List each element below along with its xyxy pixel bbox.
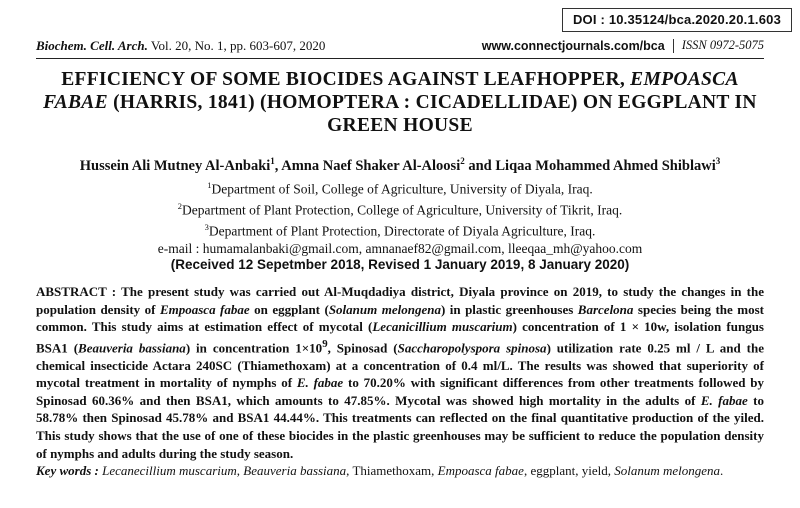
issn: ISSN 0972-5075 <box>681 38 764 52</box>
affil-text: Department of Soil, College of Agriculture, University of Diyala, Iraq. <box>211 181 593 197</box>
title-species: EMPOASCA FABAE <box>43 69 739 113</box>
journal-website-link[interactable]: www.connectjournals.com/bca <box>481 38 665 53</box>
affil-mark: 3 <box>204 222 209 232</box>
abstract-text: ) in concentration 1×10 <box>185 340 323 356</box>
author-name: Hussein Ali Mutney Al-Anbaki <box>79 157 271 174</box>
exponent: 9 <box>322 337 328 350</box>
keyword: Empoasca fabae <box>437 463 524 478</box>
keyword-separator: , <box>523 463 531 478</box>
title-text-rest: (HARRIS, 1841) (HOMOPTERA : CICADELLIDAE) ON EGGPLANT IN GREEN HOUSE <box>107 92 757 136</box>
author-separator: , <box>274 157 282 174</box>
header-separator <box>673 39 674 53</box>
running-header <box>36 38 764 58</box>
affiliation-line <box>36 177 764 198</box>
keyword-end: . <box>720 463 724 478</box>
received-dates: (Received 12 Sepetmber 2018, Revised 1 January 2019, 8 January 2020) <box>170 257 630 272</box>
keyword: Solanum melongena <box>614 463 720 478</box>
journal-citation <box>36 38 325 54</box>
keyword: Lecanecillium muscarium <box>102 463 237 478</box>
author-name: Liqaa Mohammed Ahmed Shiblawi <box>495 157 716 174</box>
volume-info: Vol. 20, No. 1, pp. 603-607, 2020 <box>150 38 326 53</box>
species-name: Saccharopolyspora spinosa <box>397 340 547 356</box>
affil-mark: 1 <box>207 180 212 190</box>
affiliation-line <box>36 219 764 240</box>
keyword: eggplant <box>530 463 576 478</box>
keyword-separator: , <box>575 463 582 478</box>
keyword: Thiamethoxam <box>352 463 432 478</box>
abstract-text: , Spinosad ( <box>327 340 398 356</box>
keyword: Beauveria bassiana <box>243 463 347 478</box>
author-separator: and <box>464 157 496 174</box>
author-affil-mark: 1 <box>270 156 275 166</box>
affiliation-line <box>36 198 764 219</box>
author-affil-mark: 3 <box>715 156 721 166</box>
abstract-text: ) concentration of 1 × 10w, isolation fungus BSA1 ( <box>36 319 764 356</box>
doi-box: DOI : 10.35124/bca.2020.20.1.603 <box>562 8 792 32</box>
affil-text: Department of Plant Protection, Directorate of Diyala Agriculture, Iraq. <box>208 223 596 239</box>
affil-mark: 2 <box>177 201 183 211</box>
abstract-text: to 70.20% with significant differences from other treatments followed by Spinosad 60.36% and then BSA1, which amounts to 47.85%. Mycotal was showed high mortality in the adults of <box>36 375 764 408</box>
author-list <box>36 152 764 175</box>
abstract-text: species being the most common. This study aims at estimation effect of mycotal ( <box>36 301 764 335</box>
header-rule <box>36 58 764 59</box>
species-name: Empoasca fabae <box>159 301 250 317</box>
paper-title <box>40 68 760 137</box>
email-line[interactable]: e-mail : humamalanbaki@gmail.com, amnanaef82@gmail.com, lleeqaa_mh@yahoo.com <box>157 241 643 256</box>
keywords-label: Key words : <box>36 463 103 478</box>
keyword: yield <box>581 463 608 478</box>
title-text: EFFICIENCY OF SOME BIOCIDES AGAINST LEAFHOPPER, <box>61 69 631 90</box>
abstract-text: ) in plastic greenhouses <box>440 301 578 317</box>
affiliations <box>36 177 764 258</box>
species-name: Barcelona <box>577 301 634 317</box>
abstract-text: on eggplant ( <box>249 301 329 317</box>
keyword-separator: , <box>431 463 438 478</box>
species-name: E. fabae <box>700 392 748 408</box>
keyword-separator: , <box>236 463 244 478</box>
author-affil-mark: 2 <box>460 156 465 166</box>
journal-name: Biochem. Cell. Arch. <box>36 38 148 53</box>
abstract-text: to 58.78% then Spinosad 45.78% and BSA1 44.44%. This treatments can reflected on the final quantitative production of the yiled. This study shows that the use of one of these biocides in the plastic greenhouses may be sufficient to reduce the population density of nymphs and adults during the study season. <box>36 392 764 461</box>
author-name: Amna Naef Shaker Al-Aloosi <box>281 157 461 174</box>
abstract-label: ABSTRACT : <box>36 284 122 299</box>
species-name: Beauveria bassiana <box>78 340 186 356</box>
affil-text: Department of Plant Protection, College of Agriculture, University of Tikrit, Iraq. <box>182 202 623 218</box>
abstract <box>36 283 764 462</box>
species-name: Solanum melongena <box>328 301 441 317</box>
keyword-separator: , <box>607 463 615 478</box>
species-name: E. fabae <box>296 375 344 391</box>
abstract-text: ) utilization rate 0.25 ml / L and the chemical insecticide Actara 240SC (Thiamethoxam) at a concentration of 0.4 ml/L. The results was showed that superiority of mycotal treatment in mortality of nymphs of <box>36 340 764 391</box>
keyword-separator: , <box>346 463 353 478</box>
abstract-text: The present study was carried out Al-Muqdadiya district, Diyala province on 2019, to study the changes in the population density of <box>36 284 764 317</box>
keywords <box>36 462 764 480</box>
header-right <box>482 38 764 53</box>
species-name: Lecanicillium muscarium <box>372 319 513 335</box>
